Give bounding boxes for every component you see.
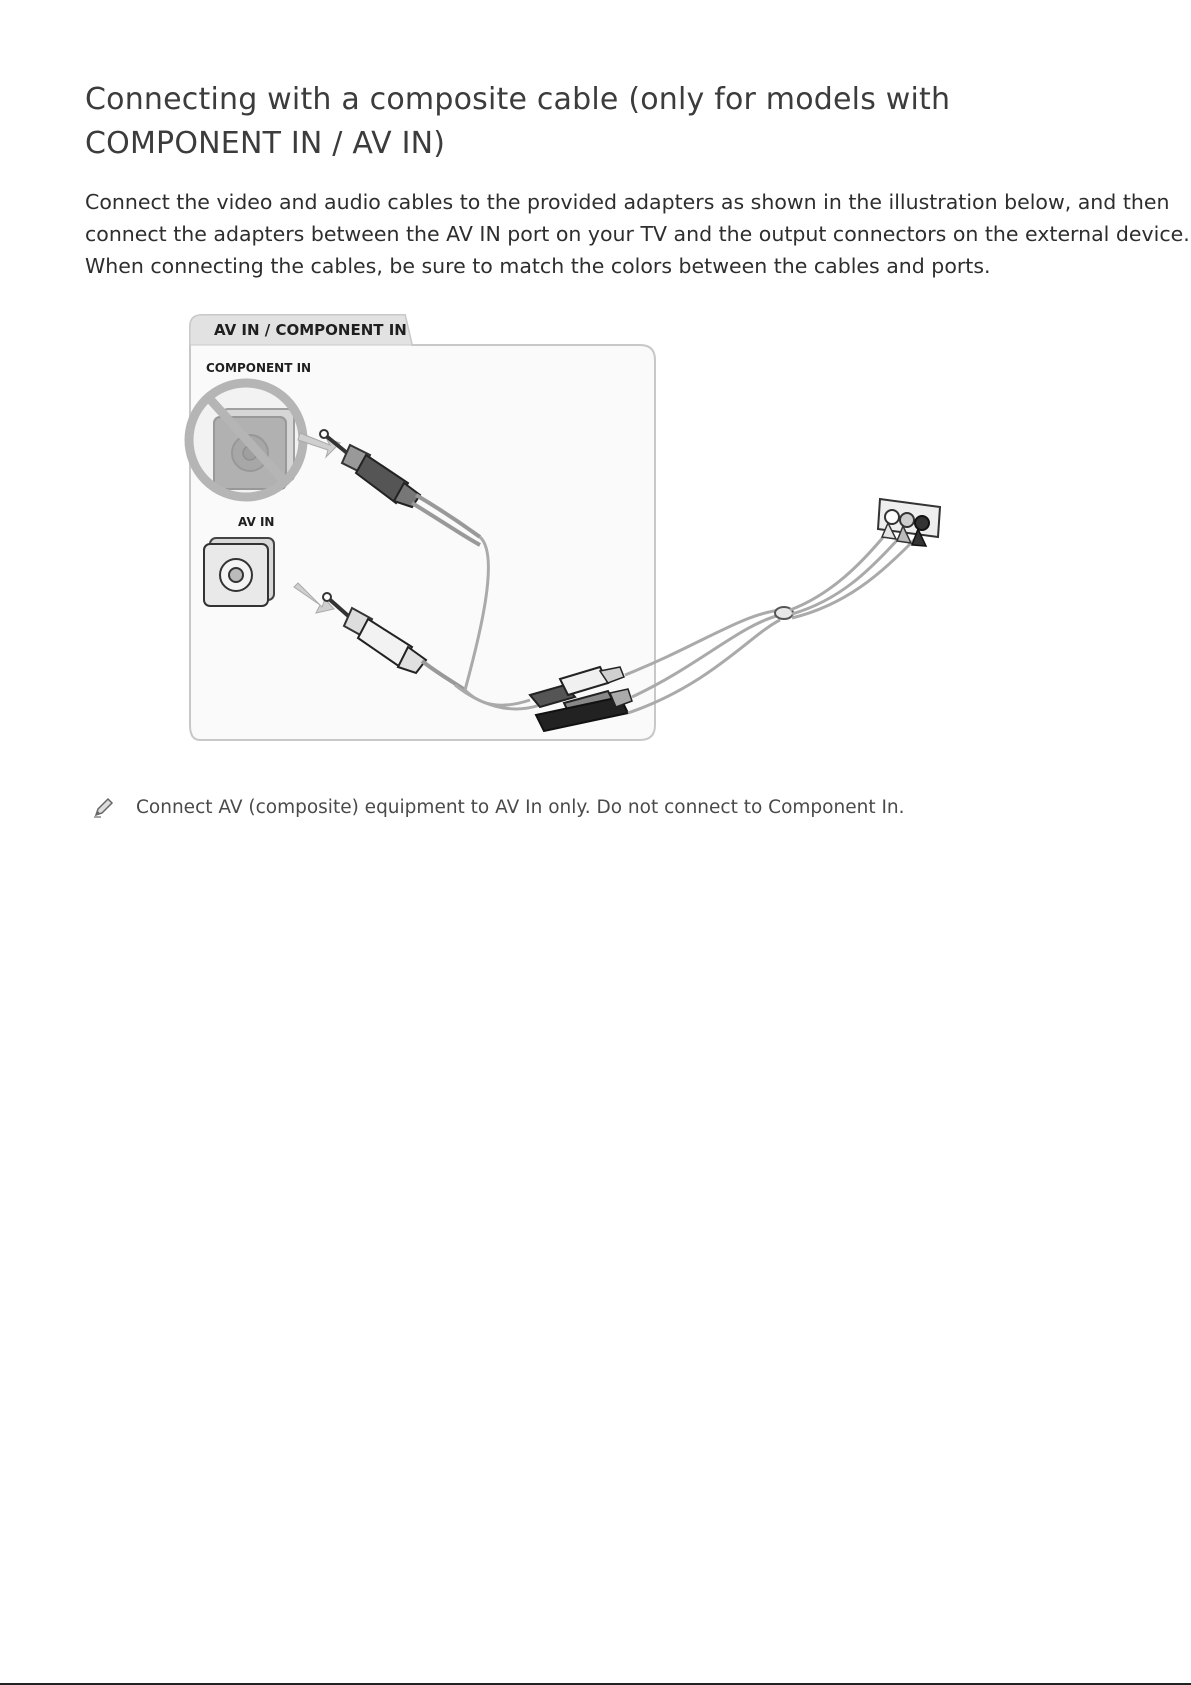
prohibited-icon: [189, 383, 303, 497]
cable: [790, 535, 885, 610]
note: [92, 795, 1092, 819]
intro-paragraph: [85, 186, 1190, 282]
component-in-label: COMPONENT IN: [206, 361, 312, 375]
external-device-connector: [878, 499, 940, 546]
intro-line: Connect the video and audio cables to the provided adapters as shown in the illustration below, and then: [85, 190, 1170, 214]
pencil-note-icon: [92, 795, 116, 819]
av-in-label: AV IN: [238, 515, 275, 529]
page-title: Connecting with a composite cable (only for models with COMPONENT IN / AV IN): [85, 82, 951, 161]
intro-line: connect the adapters between the AV IN port on your TV and the output connectors on the external device.: [85, 222, 1190, 246]
intro-line: When connecting the cables, be sure to match the colors between the cables and ports.: [85, 254, 991, 278]
note-text: Connect AV (composite) equipment to AV In only. Do not connect to Component In.: [136, 796, 905, 818]
av-in-port-graphic: [204, 538, 274, 606]
panel-tab-label: AV IN / COMPONENT IN: [214, 321, 407, 339]
connection-illustration: [180, 305, 1020, 785]
illustration-drawing: [180, 305, 1020, 785]
